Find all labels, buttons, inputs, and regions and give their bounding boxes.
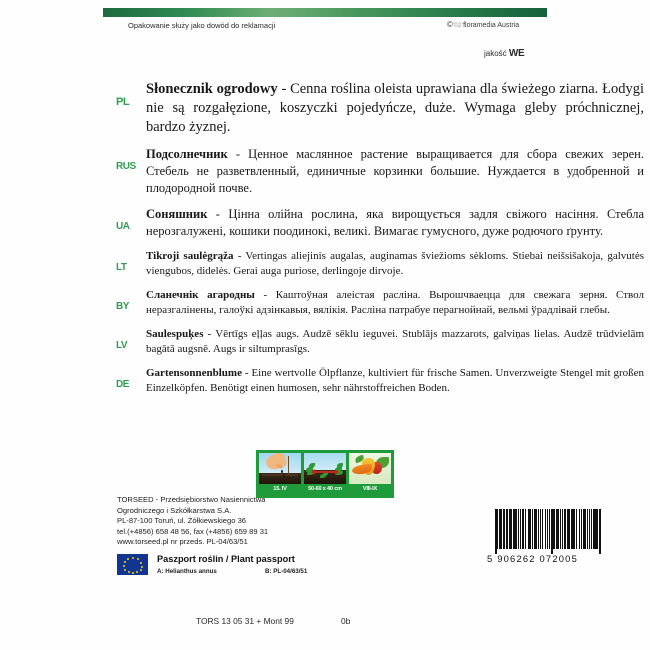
plant-passport-registration: B: PL-04/63/51 xyxy=(265,568,308,575)
language-text-lt xyxy=(146,249,644,279)
plant-name-by: Сланечнік агародны xyxy=(146,289,255,301)
eu-flag-icon xyxy=(117,554,148,575)
footer-print-code: TORS 13 05 31 + Mont 99 xyxy=(196,616,294,626)
pictogram-sowing-label: 15. IV xyxy=(273,486,287,492)
plant-desc-rus: - Ценное маслянное растение выращивается для сбора свежих зерен. Стебель не разветвленный, единичные корзинки большие. Нуждается в удобренной и плодородной почве. xyxy=(146,147,644,195)
plant-name-lv: Saulespuķes xyxy=(146,328,204,340)
language-block-lv xyxy=(112,327,644,357)
quality-label: jakość xyxy=(484,49,509,58)
pictogram-sowing xyxy=(259,453,301,498)
company-name-line2: Ogrodniczego i Szkółkarstwa S.A. xyxy=(117,505,232,515)
pictogram-harvest-label: VIII-IX xyxy=(362,486,378,492)
language-text-by xyxy=(146,288,644,318)
language-text-rus xyxy=(146,146,644,197)
barcode-bars xyxy=(495,509,600,554)
plant-desc-lv: - Vērtīgs eļļas augs. Audzē sēklu ieguvei. Stublājs mazzarots, galviņas lielas. Audzē trūdvielām bagātā augsnē. Augs ir siltumprasīgs. xyxy=(146,328,644,355)
language-code-ua: UA xyxy=(116,221,130,232)
quality-mark xyxy=(484,48,524,59)
language-block-lt xyxy=(112,249,644,279)
pictogram-spacing-label: 50-60 x 40 cm xyxy=(308,486,342,492)
hand-sowing-seed-icon xyxy=(259,453,301,484)
top-green-bar xyxy=(103,8,547,17)
copyright-icon: © xyxy=(447,20,453,29)
language-text-de xyxy=(146,366,644,396)
language-block-by xyxy=(112,288,644,318)
plant-name-rus: Подсолнечник xyxy=(146,147,228,161)
language-text-ua xyxy=(146,206,644,240)
barcode-number: 5 906262 072005 xyxy=(487,553,578,564)
pictogram-spacing xyxy=(304,453,346,498)
plant-passport xyxy=(117,554,377,584)
language-code-lv: LV xyxy=(116,340,128,351)
footer-revision: 0b xyxy=(341,616,351,626)
language-text-pl xyxy=(146,80,644,137)
plant-name-pl: Słonecznik ogrodowy xyxy=(146,81,278,97)
language-code-de: DE xyxy=(116,379,129,390)
harvest-vegetables-icon xyxy=(349,453,391,484)
copyright-notice xyxy=(447,20,519,29)
plant-desc-ua: - Цінна олійна рослина, яка вирощується задля свіжого насіння. Стебла нерозгалужені, кошики поодинокі, великі. Вимагає гумусного, дуже родючого ґрунту. xyxy=(146,207,644,238)
plant-name-lt: Tikroji saulėgrąža xyxy=(146,250,234,262)
plant-desc-pl: - Cenna roślina oleista uprawiana dla świeżego ziarna. Łodygi nie są rozgałęzione, koszyczki pojedyńcze, duże. Wymaga gleby próchnicznej, bardzo żyznej. xyxy=(146,81,644,135)
plant-spacing-icon xyxy=(304,453,346,484)
quality-value: WE xyxy=(508,48,525,59)
plant-desc-by: - Каштоўная алеістая расліна. Вырошчваецца для свежага зерня. Ствол неразгалінены, галоўкі адзінкавыя, вялікія. Расліна патрабуе перагнойнай, вельмі ўрадлівай глебы. xyxy=(146,289,644,316)
language-code-rus: RUS xyxy=(116,161,136,172)
language-block-rus xyxy=(112,146,644,197)
company-website: www.torseed.pl nr przeds. PL-04/63/51 xyxy=(117,537,248,547)
company-address-line: PL-87-100 Toruń, ul. Żółkiewskiego 36 xyxy=(117,516,247,526)
language-block-de xyxy=(112,366,644,396)
language-block-pl xyxy=(112,80,644,137)
language-block-ua xyxy=(112,206,644,240)
pictogram-harvest xyxy=(349,453,391,498)
barcode xyxy=(487,509,607,569)
retain-packaging-note: Opakowanie służy jako dowód do reklamacji xyxy=(128,21,276,30)
company-name-line1: TORSEED - Przedsiębiorstwo Nasiennictwa xyxy=(117,495,266,504)
language-code-pl: PL xyxy=(116,96,130,108)
cultivation-pictograms xyxy=(256,450,394,498)
company-phone-fax: tel.(+4856) 658 48 56, fax (+4856) 659 89 31 xyxy=(117,526,269,536)
plant-name-ua: Соняшник xyxy=(146,207,208,221)
copyright-year: '02' xyxy=(452,23,464,29)
language-code-lt: LT xyxy=(116,262,127,273)
plant-passport-species: A: Helianthus annus xyxy=(157,568,217,575)
plant-desc-de: - Eine wertvolle Ölpflanze, kultiviert für frische Samen. Unverzweigte Stengel mit großen Einzelköpfen. Benötigt einen humosen, sehr nährstoffreichen Boden. xyxy=(146,367,644,394)
plant-desc-lt: - Vertingas aliejinis augalas, auginamas šviežioms sėkloms. Stiebai neišsišakoja, galvutės viengubos, didelės. Gerai auga puriose, derlingoje dirvoje. xyxy=(146,250,644,277)
copyright-owner: floramedia Austria xyxy=(463,22,520,29)
plant-passport-title: Paszport roślin / Plant passport xyxy=(157,554,295,564)
plant-name-de: Gartensonnenblume xyxy=(146,367,242,379)
language-descriptions xyxy=(112,80,644,405)
language-code-by: BY xyxy=(116,301,129,312)
language-text-lv xyxy=(146,327,644,357)
company-address xyxy=(117,495,268,548)
